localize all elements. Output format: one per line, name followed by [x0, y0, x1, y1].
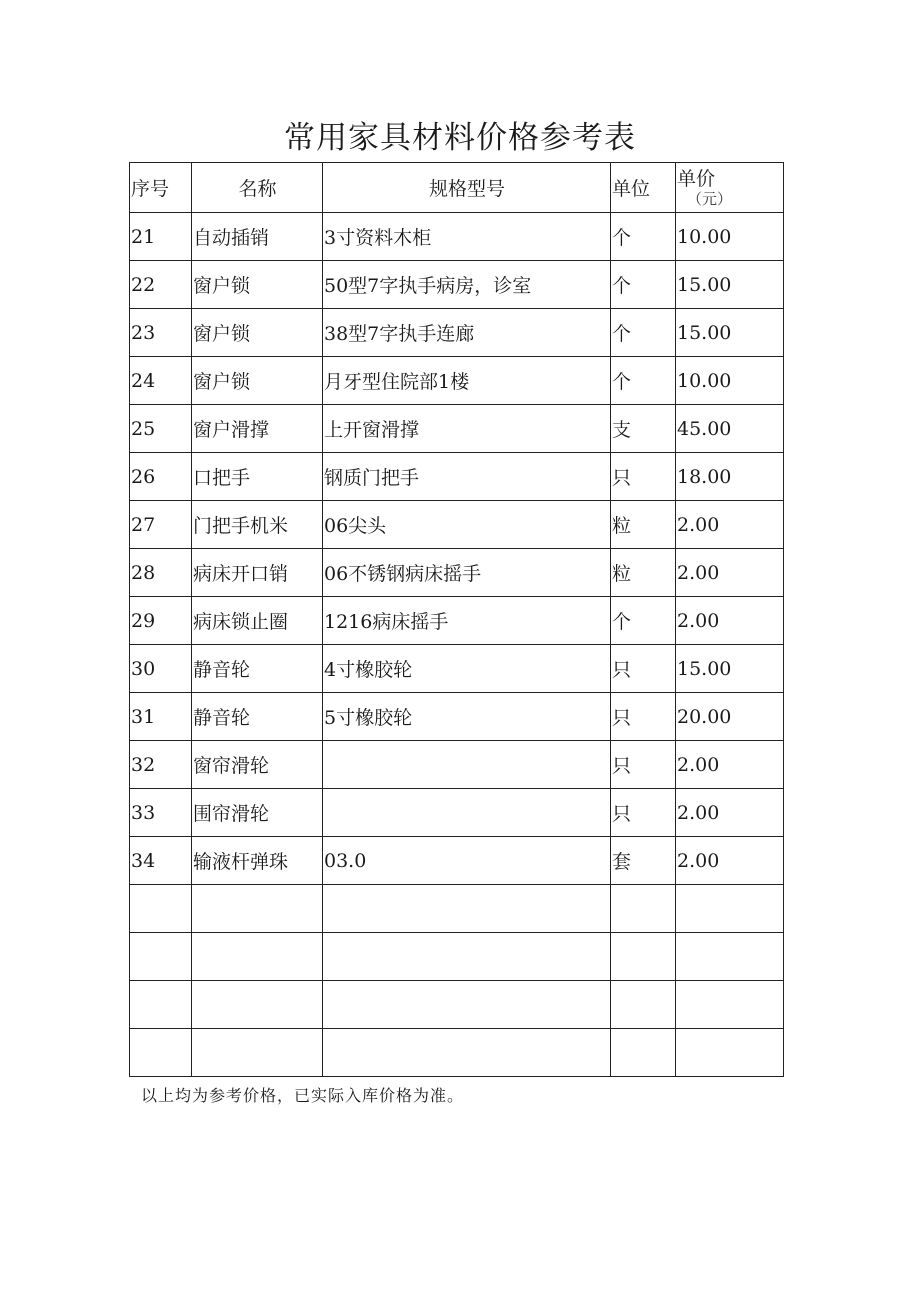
cell-price: 2.00: [676, 741, 784, 789]
table-row: [130, 357, 784, 405]
table-row: [130, 1029, 784, 1077]
cell-spec: 月牙型住院部1楼: [323, 357, 611, 405]
cell-name: 窗户滑撑: [192, 405, 323, 453]
table-row: [130, 501, 784, 549]
cell-unit: [611, 981, 676, 1029]
cell-price: 15.00: [676, 261, 784, 309]
cell-price: 18.00: [676, 453, 784, 501]
table-row: [130, 213, 784, 261]
cell-seq: 30: [130, 645, 192, 693]
cell-unit: 个: [611, 213, 676, 261]
cell-unit: 套: [611, 837, 676, 885]
cell-name: 病床锁止圈: [192, 597, 323, 645]
cell-name: 围帘滑轮: [192, 789, 323, 837]
cell-name: 窗户锁: [192, 309, 323, 357]
cell-name: 口把手: [192, 453, 323, 501]
table-row: [130, 597, 784, 645]
header-price-line2: （元）: [687, 189, 733, 208]
page-title: 常用家具材料价格参考表: [284, 120, 636, 156]
cell-name: [192, 885, 323, 933]
cell-price: 10.00: [676, 213, 784, 261]
table-row: [130, 837, 784, 885]
cell-spec: [323, 741, 611, 789]
cell-seq: 22: [130, 261, 192, 309]
cell-spec: 1216病床摇手: [323, 597, 611, 645]
cell-spec: 38型7字执手连廊: [323, 309, 611, 357]
cell-unit: 粒: [611, 501, 676, 549]
cell-seq: [130, 933, 192, 981]
table-row: [130, 693, 784, 741]
cell-seq: 23: [130, 309, 192, 357]
cell-seq: 34: [130, 837, 192, 885]
cell-unit: [611, 885, 676, 933]
table-row: [130, 885, 784, 933]
cell-unit: 个: [611, 261, 676, 309]
header-price-line1: 单价: [677, 167, 716, 190]
cell-name: 窗户锁: [192, 261, 323, 309]
cell-price: 15.00: [676, 645, 784, 693]
table-row: [130, 549, 784, 597]
cell-name: 门把手机米: [192, 501, 323, 549]
cell-spec: 06尖头: [323, 501, 611, 549]
cell-spec: [323, 981, 611, 1029]
cell-price: 15.00: [676, 309, 784, 357]
cell-unit: 粒: [611, 549, 676, 597]
cell-seq: 26: [130, 453, 192, 501]
cell-name: 窗帘滑轮: [192, 741, 323, 789]
cell-seq: 31: [130, 693, 192, 741]
cell-name: 输液杆弹珠: [192, 837, 323, 885]
cell-spec: 4寸橡胶轮: [323, 645, 611, 693]
cell-seq: 24: [130, 357, 192, 405]
cell-unit: 只: [611, 741, 676, 789]
cell-seq: 21: [130, 213, 192, 261]
cell-seq: [130, 885, 192, 933]
table-row: [130, 933, 784, 981]
cell-spec: 03.0: [323, 837, 611, 885]
cell-unit: [611, 1029, 676, 1077]
cell-seq: [130, 981, 192, 1029]
cell-spec: [323, 789, 611, 837]
cell-name: [192, 981, 323, 1029]
cell-price: 2.00: [676, 501, 784, 549]
cell-name: [192, 933, 323, 981]
cell-unit: 只: [611, 789, 676, 837]
cell-unit: 个: [611, 357, 676, 405]
header-row: [130, 163, 784, 213]
table-row: [130, 981, 784, 1029]
cell-price: 20.00: [676, 693, 784, 741]
cell-unit: 个: [611, 309, 676, 357]
cell-unit: 个: [611, 597, 676, 645]
table-row: [130, 789, 784, 837]
cell-seq: 27: [130, 501, 192, 549]
cell-spec: 5寸橡胶轮: [323, 693, 611, 741]
table-row: [130, 645, 784, 693]
cell-price: [676, 981, 784, 1029]
cell-seq: 29: [130, 597, 192, 645]
table-row: [130, 453, 784, 501]
cell-spec: 50型7字执手病房，诊室: [323, 261, 611, 309]
footnote: 以上均为参考价格，已实际入库价格为准。: [141, 1086, 465, 1105]
header-name: 名称: [192, 163, 323, 213]
cell-price: 45.00: [676, 405, 784, 453]
cell-price: 2.00: [676, 789, 784, 837]
cell-spec: 06不锈钢病床摇手: [323, 549, 611, 597]
cell-name: 自动插销: [192, 213, 323, 261]
cell-unit: 只: [611, 645, 676, 693]
cell-spec: [323, 933, 611, 981]
table-row: [130, 261, 784, 309]
cell-price: 10.00: [676, 357, 784, 405]
cell-name: 病床开口销: [192, 549, 323, 597]
cell-spec: [323, 1029, 611, 1077]
cell-seq: 25: [130, 405, 192, 453]
cell-price: 2.00: [676, 549, 784, 597]
cell-price: 2.00: [676, 837, 784, 885]
table-row: [130, 405, 784, 453]
table-row: [130, 309, 784, 357]
cell-unit: 支: [611, 405, 676, 453]
header-spec: 规格型号: [323, 163, 611, 213]
cell-seq: 28: [130, 549, 192, 597]
cell-seq: 33: [130, 789, 192, 837]
cell-price: [676, 933, 784, 981]
cell-spec: 3寸资料木柜: [323, 213, 611, 261]
header-price: [676, 163, 784, 213]
cell-unit: [611, 933, 676, 981]
cell-name: [192, 1029, 323, 1077]
cell-price: [676, 1029, 784, 1077]
cell-spec: 上开窗滑撑: [323, 405, 611, 453]
cell-seq: 32: [130, 741, 192, 789]
cell-name: 静音轮: [192, 693, 323, 741]
cell-name: 静音轮: [192, 645, 323, 693]
cell-seq: [130, 1029, 192, 1077]
cell-spec: 钢质门把手: [323, 453, 611, 501]
table-row: [130, 741, 784, 789]
price-table: [129, 162, 784, 1077]
cell-spec: [323, 885, 611, 933]
cell-unit: 只: [611, 693, 676, 741]
cell-price: 2.00: [676, 597, 784, 645]
cell-price: [676, 885, 784, 933]
header-seq: 序号: [130, 163, 192, 213]
cell-unit: 只: [611, 453, 676, 501]
cell-name: 窗户锁: [192, 357, 323, 405]
header-unit: 单位: [611, 163, 676, 213]
